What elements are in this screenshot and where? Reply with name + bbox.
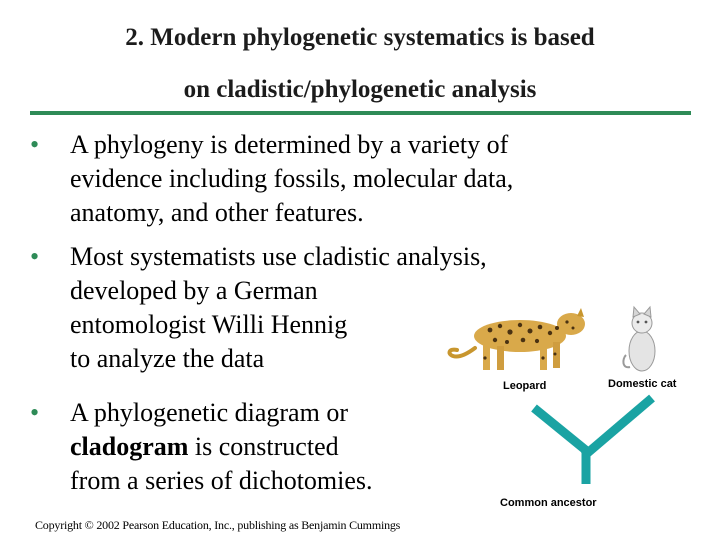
- cladogram-diagram: [520, 390, 670, 500]
- cat-icon: [620, 305, 664, 373]
- bullet-3-line-2-rest: is constructed: [188, 432, 339, 461]
- bullet-3-line-1: A phylogenetic diagram or: [70, 398, 348, 427]
- bullet-marker-3: •: [30, 398, 40, 427]
- root-label-common-ancestor: Common ancestor: [500, 497, 597, 509]
- leopard-icon: [445, 298, 595, 378]
- cladogram-branch-leopard: [534, 408, 588, 452]
- bullet-1-line-2: evidence including fossils, molecular data,: [70, 164, 514, 193]
- bullet-1-line-1: A phylogeny is determined by a variety of: [70, 130, 509, 159]
- bullet-marker-1: •: [30, 130, 40, 159]
- bullet-marker-2: •: [30, 242, 40, 271]
- bullet-2-line-4: to analyze the data: [70, 344, 265, 373]
- taxon-label-domestic-cat: Domestic cat: [608, 378, 677, 390]
- copyright-notice: Copyright © 2002 Pearson Education, Inc., publishing as Benjamin Cummings: [35, 518, 401, 532]
- taxon-label-leopard: Leopard: [503, 380, 547, 392]
- bullet-1-line-3: anatomy, and other features.: [70, 198, 364, 227]
- bullet-3-line-3: from a series of dichotomies.: [70, 466, 373, 495]
- slide-title-line-1: 2. Modern phylogenetic systematics is based: [125, 24, 595, 51]
- bullet-2-line-1: Most systematists use cladistic analysis,: [70, 242, 487, 271]
- title-divider: [30, 111, 691, 115]
- cladogram-term: cladogram: [70, 432, 189, 461]
- slide-title-line-2: on cladistic/phylogenetic analysis: [183, 76, 537, 103]
- bullet-2-line-2: developed by a German: [70, 276, 318, 305]
- bullet-3-line-2: [70, 430, 339, 464]
- bullet-2-line-3: entomologist Willi Hennig: [70, 310, 348, 339]
- cladogram-branch-cat: [584, 398, 652, 456]
